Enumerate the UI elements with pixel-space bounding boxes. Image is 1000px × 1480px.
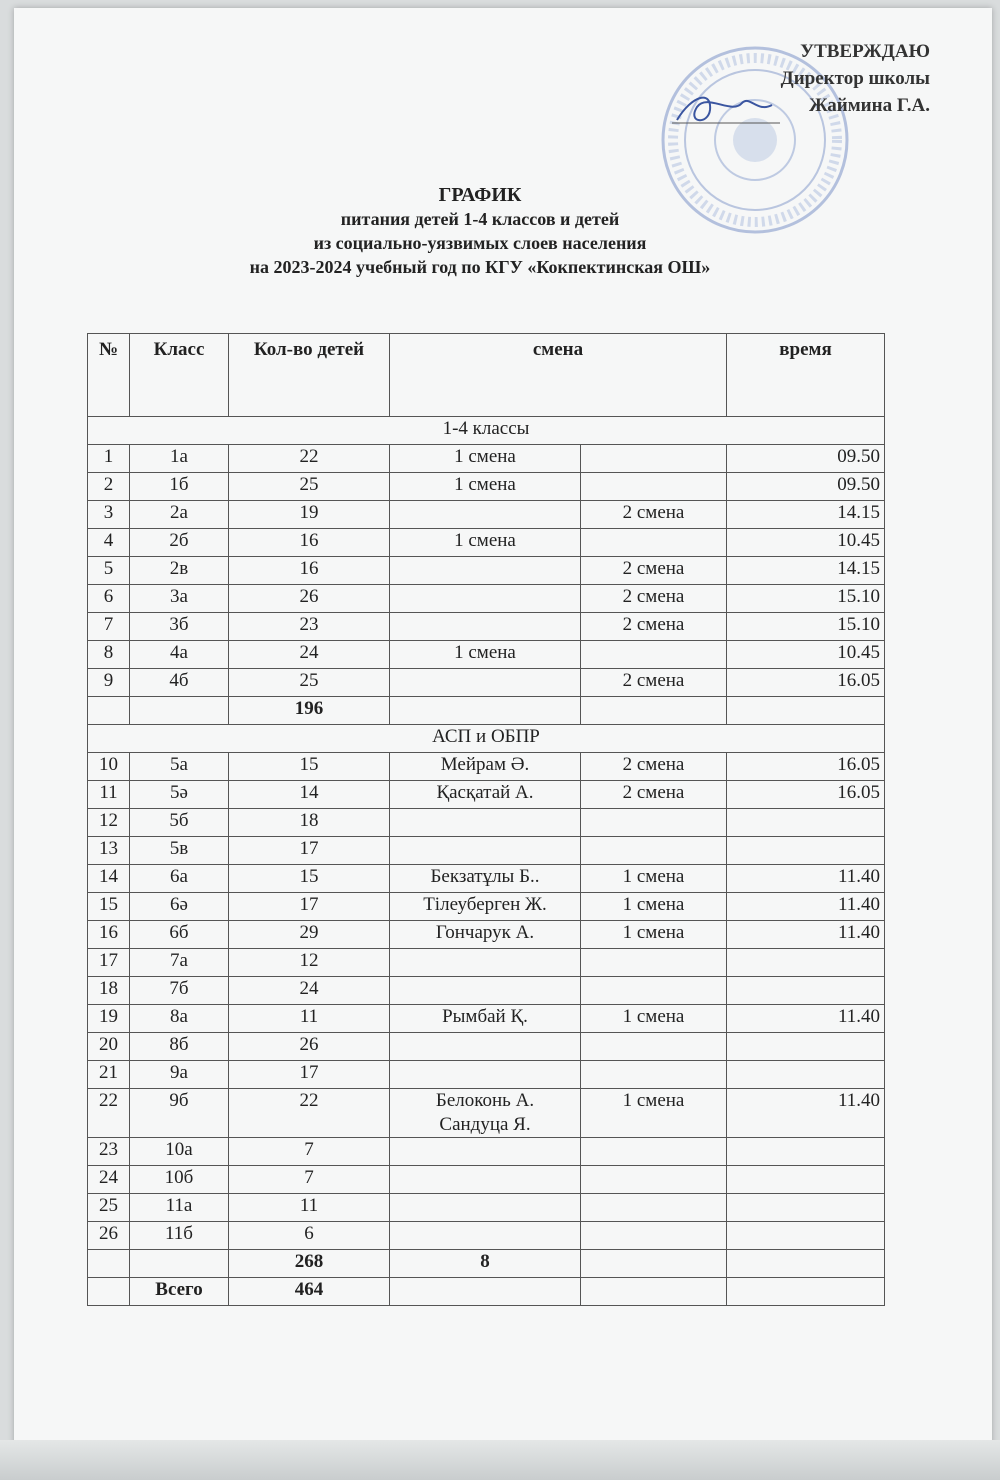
row-number: 2 xyxy=(88,473,130,501)
subtotal-empty xyxy=(581,697,727,725)
row-name-2: Сандуца Я. xyxy=(439,1114,531,1135)
subtotal-row xyxy=(88,697,885,725)
row-number: 1 xyxy=(88,445,130,473)
total-empty xyxy=(581,1278,727,1306)
row-count: 26 xyxy=(229,585,390,613)
document-title xyxy=(130,183,830,279)
title-main: ГРАФИК xyxy=(438,184,522,206)
row-count: 25 xyxy=(229,669,390,697)
row-number: 20 xyxy=(88,1033,130,1061)
table-row xyxy=(88,1005,885,1033)
row-count: 6 xyxy=(229,1222,390,1250)
title-line-2: из социально-уязвимых слоев населения xyxy=(313,233,647,253)
row-shift-or-name: Қасқатай А. xyxy=(390,781,581,809)
row-number: 12 xyxy=(88,809,130,837)
table-row xyxy=(88,1138,885,1166)
row-shift: 2 смена xyxy=(581,753,727,781)
table-row xyxy=(88,445,885,473)
table-header-row xyxy=(88,334,885,417)
table-row xyxy=(88,809,885,837)
row-time: 16.05 xyxy=(727,753,885,781)
row-shift-or-name: Мейрам Ә. xyxy=(390,753,581,781)
subtotal-empty xyxy=(130,697,229,725)
row-class: 8б xyxy=(130,1033,229,1061)
row-shift-or-name xyxy=(390,949,581,977)
row-shift-or-name xyxy=(390,1033,581,1061)
row-time: 16.05 xyxy=(727,669,885,697)
row-shift: 2 смена xyxy=(581,557,727,585)
row-class: 5в xyxy=(130,837,229,865)
row-number: 15 xyxy=(88,893,130,921)
row-time xyxy=(727,1061,885,1089)
row-time: 14.15 xyxy=(727,501,885,529)
row-count: 15 xyxy=(229,753,390,781)
row-shift-or-name xyxy=(390,669,581,697)
table-row xyxy=(88,529,885,557)
row-count: 16 xyxy=(229,557,390,585)
table-row xyxy=(88,753,885,781)
header-time: время xyxy=(727,334,885,417)
row-count: 23 xyxy=(229,613,390,641)
row-shift-or-name xyxy=(390,613,581,641)
row-class: 5а xyxy=(130,753,229,781)
row-time xyxy=(727,1138,885,1166)
row-count: 11 xyxy=(229,1194,390,1222)
header-shift: смена xyxy=(390,334,727,417)
row-shift xyxy=(581,809,727,837)
row-count: 18 xyxy=(229,809,390,837)
approval-block xyxy=(630,38,930,119)
row-shift xyxy=(581,473,727,501)
row-class: 5б xyxy=(130,809,229,837)
row-shift xyxy=(581,641,727,669)
row-shift-or-name xyxy=(390,557,581,585)
row-count: 17 xyxy=(229,1061,390,1089)
row-time xyxy=(727,809,885,837)
row-number: 18 xyxy=(88,977,130,1005)
row-time: 15.10 xyxy=(727,613,885,641)
row-shift-or-name: Гончарук А. xyxy=(390,921,581,949)
row-number: 7 xyxy=(88,613,130,641)
row-number: 16 xyxy=(88,921,130,949)
table-row xyxy=(88,1222,885,1250)
subtotal-count: 268 xyxy=(229,1250,390,1278)
row-number: 11 xyxy=(88,781,130,809)
table-row xyxy=(88,1089,885,1138)
subtotal-names: 8 xyxy=(390,1250,581,1278)
row-time: 10.45 xyxy=(727,529,885,557)
row-time xyxy=(727,1222,885,1250)
row-class: 2б xyxy=(130,529,229,557)
row-shift xyxy=(581,837,727,865)
row-shift: 2 смена xyxy=(581,501,727,529)
row-shift xyxy=(581,1166,727,1194)
row-count: 26 xyxy=(229,1033,390,1061)
row-shift-or-name xyxy=(390,501,581,529)
table-row xyxy=(88,501,885,529)
row-shift-or-name xyxy=(390,1222,581,1250)
subtotal-row xyxy=(88,1250,885,1278)
row-shift: 1 смена xyxy=(581,1089,727,1138)
row-number: 6 xyxy=(88,585,130,613)
row-class: 1а xyxy=(130,445,229,473)
row-shift: 2 смена xyxy=(581,613,727,641)
row-number: 17 xyxy=(88,949,130,977)
row-shift xyxy=(581,977,727,1005)
row-class: 4б xyxy=(130,669,229,697)
row-shift-or-name xyxy=(390,585,581,613)
row-class: 6ә xyxy=(130,893,229,921)
header-number: № xyxy=(88,334,130,417)
section-row-grades-1-4 xyxy=(88,417,885,445)
row-time: 11.40 xyxy=(727,1005,885,1033)
table-row xyxy=(88,641,885,669)
row-shift xyxy=(581,445,727,473)
row-count: 7 xyxy=(229,1138,390,1166)
row-time: 11.40 xyxy=(727,921,885,949)
row-number: 25 xyxy=(88,1194,130,1222)
row-time: 15.10 xyxy=(727,585,885,613)
table-row xyxy=(88,977,885,1005)
row-shift xyxy=(581,949,727,977)
row-class: 9б xyxy=(130,1089,229,1138)
row-count: 17 xyxy=(229,837,390,865)
row-number: 9 xyxy=(88,669,130,697)
row-class: 8а xyxy=(130,1005,229,1033)
row-class: 6а xyxy=(130,865,229,893)
row-shift-or-name: Бекзатұлы Б.. xyxy=(390,865,581,893)
approval-director-name: Жаймина Г.А. xyxy=(808,95,930,116)
subtotal-empty xyxy=(130,1250,229,1278)
row-count: 17 xyxy=(229,893,390,921)
row-class: 10а xyxy=(130,1138,229,1166)
row-shift xyxy=(581,1194,727,1222)
row-shift-or-name: 1 смена xyxy=(390,529,581,557)
row-class: 11а xyxy=(130,1194,229,1222)
row-number: 23 xyxy=(88,1138,130,1166)
title-line-3: на 2023-2024 учебный год по КГУ «Кокпектинская ОШ» xyxy=(249,257,711,277)
title-line-1: питания детей 1-4 классов и детей xyxy=(340,209,620,229)
row-shift: 1 смена xyxy=(581,865,727,893)
row-time xyxy=(727,1033,885,1061)
subtotal-empty xyxy=(88,697,130,725)
row-number: 4 xyxy=(88,529,130,557)
table-row xyxy=(88,557,885,585)
row-time xyxy=(727,977,885,1005)
table-row xyxy=(88,1033,885,1061)
row-count: 25 xyxy=(229,473,390,501)
row-shift xyxy=(581,1033,727,1061)
approval-position: Директор школы xyxy=(780,68,930,89)
row-class: 7б xyxy=(130,977,229,1005)
total-empty xyxy=(390,1278,581,1306)
section-title: 1-4 классы xyxy=(88,417,885,445)
row-class: 3а xyxy=(130,585,229,613)
row-count: 12 xyxy=(229,949,390,977)
total-empty xyxy=(88,1278,130,1306)
row-class: 7а xyxy=(130,949,229,977)
section-row-asp xyxy=(88,725,885,753)
row-name-1: Белоконь А. xyxy=(435,1090,535,1111)
row-class: 2а xyxy=(130,501,229,529)
row-count: 22 xyxy=(229,1089,390,1138)
row-class: 1б xyxy=(130,473,229,501)
row-number: 5 xyxy=(88,557,130,585)
row-number: 26 xyxy=(88,1222,130,1250)
row-class: 6б xyxy=(130,921,229,949)
table-row xyxy=(88,781,885,809)
row-count: 22 xyxy=(229,445,390,473)
row-number: 19 xyxy=(88,1005,130,1033)
row-shift: 2 смена xyxy=(581,781,727,809)
subtotal-empty xyxy=(727,697,885,725)
subtotal-names xyxy=(390,697,581,725)
table-row xyxy=(88,669,885,697)
table-row xyxy=(88,473,885,501)
row-class: 11б xyxy=(130,1222,229,1250)
row-time: 11.40 xyxy=(727,1089,885,1138)
row-time: 09.50 xyxy=(727,473,885,501)
row-time: 11.40 xyxy=(727,865,885,893)
header-count: Кол-во детей xyxy=(229,334,390,417)
row-count: 16 xyxy=(229,529,390,557)
total-row xyxy=(88,1278,885,1306)
row-shift xyxy=(581,1222,727,1250)
row-count: 29 xyxy=(229,921,390,949)
table-row xyxy=(88,1194,885,1222)
row-shift xyxy=(581,1138,727,1166)
row-count: 19 xyxy=(229,501,390,529)
row-shift-or-name xyxy=(390,837,581,865)
row-count: 24 xyxy=(229,641,390,669)
row-number: 24 xyxy=(88,1166,130,1194)
subtotal-count: 196 xyxy=(229,697,390,725)
table-row xyxy=(88,1061,885,1089)
row-number: 13 xyxy=(88,837,130,865)
total-label: Всего xyxy=(130,1278,229,1306)
subtotal-empty xyxy=(727,1250,885,1278)
row-time: 16.05 xyxy=(727,781,885,809)
table-row xyxy=(88,949,885,977)
row-shift: 1 смена xyxy=(581,921,727,949)
row-time: 10.45 xyxy=(727,641,885,669)
row-class: 2в xyxy=(130,557,229,585)
row-shift-or-name xyxy=(390,977,581,1005)
row-count: 14 xyxy=(229,781,390,809)
row-number: 21 xyxy=(88,1061,130,1089)
row-count: 24 xyxy=(229,977,390,1005)
subtotal-empty xyxy=(581,1250,727,1278)
row-number: 3 xyxy=(88,501,130,529)
row-shift-or-name: 1 смена xyxy=(390,445,581,473)
page-bottom-edge xyxy=(0,1440,1000,1480)
row-shift-or-name: 1 смена xyxy=(390,473,581,501)
table-row xyxy=(88,837,885,865)
row-shift: 2 смена xyxy=(581,669,727,697)
table-row xyxy=(88,865,885,893)
row-shift-or-name xyxy=(390,1138,581,1166)
row-time xyxy=(727,837,885,865)
total-empty xyxy=(727,1278,885,1306)
row-time xyxy=(727,1194,885,1222)
row-class: 3б xyxy=(130,613,229,641)
row-time: 09.50 xyxy=(727,445,885,473)
table-row xyxy=(88,613,885,641)
row-shift-or-name: 1 смена xyxy=(390,641,581,669)
header-class: Класс xyxy=(130,334,229,417)
row-shift xyxy=(581,529,727,557)
row-shift-or-name xyxy=(390,1061,581,1089)
approval-title: УТВЕРЖДАЮ xyxy=(800,41,930,62)
row-class: 5ә xyxy=(130,781,229,809)
row-class: 10б xyxy=(130,1166,229,1194)
row-shift-or-name xyxy=(390,809,581,837)
row-shift-or-name: Рымбай Қ. xyxy=(390,1005,581,1033)
row-shift xyxy=(581,1061,727,1089)
table-row xyxy=(88,585,885,613)
row-time xyxy=(727,949,885,977)
total-count: 464 xyxy=(229,1278,390,1306)
row-class: 4а xyxy=(130,641,229,669)
row-shift-or-name: Тілеуберген Ж. xyxy=(390,893,581,921)
schedule-table xyxy=(87,333,885,1306)
row-time xyxy=(727,1166,885,1194)
row-count: 15 xyxy=(229,865,390,893)
row-number: 10 xyxy=(88,753,130,781)
row-class: 9а xyxy=(130,1061,229,1089)
row-shift: 1 смена xyxy=(581,1005,727,1033)
row-shift: 1 смена xyxy=(581,893,727,921)
row-shift-or-name xyxy=(390,1166,581,1194)
section-title: АСП и ОБПР xyxy=(88,725,885,753)
table-row xyxy=(88,1166,885,1194)
row-count: 11 xyxy=(229,1005,390,1033)
row-number: 14 xyxy=(88,865,130,893)
row-number: 22 xyxy=(88,1089,130,1138)
row-shift-or-name xyxy=(390,1194,581,1222)
table-row xyxy=(88,893,885,921)
subtotal-empty xyxy=(88,1250,130,1278)
row-time: 11.40 xyxy=(727,893,885,921)
row-time: 14.15 xyxy=(727,557,885,585)
row-count: 7 xyxy=(229,1166,390,1194)
row-names xyxy=(390,1089,581,1138)
table-row xyxy=(88,921,885,949)
row-number: 8 xyxy=(88,641,130,669)
row-shift: 2 смена xyxy=(581,585,727,613)
